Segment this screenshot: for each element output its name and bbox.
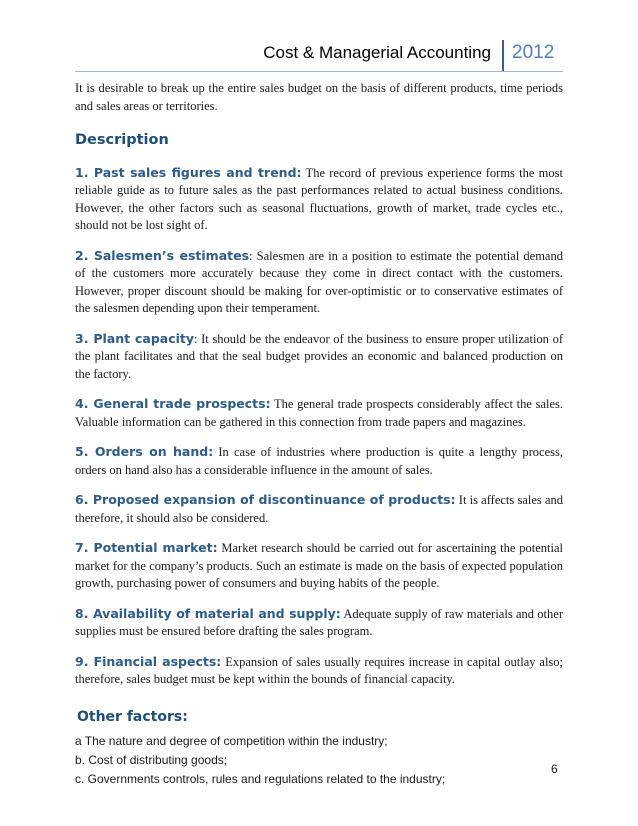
page-content	[75, 80, 563, 789]
header-title: Cost & Managerial Accounting	[263, 43, 491, 62]
item-title: 7. Potential market:	[75, 540, 218, 555]
other-factors-list	[75, 732, 563, 789]
item-title: 5. Orders on hand:	[75, 444, 214, 459]
item-title: 8. Availability of material and supply:	[75, 605, 341, 621]
description-heading: Description	[75, 132, 169, 148]
header-divider	[502, 40, 504, 72]
page-number: 6	[551, 762, 558, 776]
item-title: 3. Plant capacity	[75, 330, 195, 346]
other-factor-item: b. Cost of distributing goods;	[75, 753, 228, 767]
description-item-9	[75, 653, 563, 689]
item-title: 9. Financial aspects:	[75, 653, 222, 669]
item-text: : It should be the endeavor of the business to ensure proper utilization of the plant facilitates and that the seal budget provides an economic and balanced production on the factory.	[75, 331, 563, 381]
item-text: Adequate supply of raw materials and other supplies must be ensured before drafting the sales program.	[75, 606, 563, 638]
page-header	[0, 36, 638, 76]
description-item-1	[75, 164, 563, 235]
item-text: It is affects sales and therefore, it should also be considered.	[75, 493, 563, 525]
item-text: Market research should be carried out for ascertaining the potential market for the company’s products. Such an estimate is made on the basis of expected population growth, purchasing power of consumers and buying habits of the people.	[75, 541, 563, 590]
description-item-5	[75, 443, 563, 479]
item-text: The general trade prospects considerably affect the sales. Valuable information can be gathered in this connection from trade papers and magazines.	[75, 397, 564, 429]
description-item-2	[75, 247, 563, 318]
item-title: 6. Proposed expansion of discontinuance of products:	[75, 492, 456, 507]
other-factor-item: a The nature and degree of competition within the industry;	[75, 734, 388, 748]
other-factors-heading: Other factors:	[77, 708, 188, 725]
other-factor-item: c. Governments controls, rules and regulations related to the industry;	[75, 772, 446, 786]
item-text: In case of industries where production is quite a lengthy process, orders on hand also has a considerable influence in the amount of sales.	[75, 445, 563, 477]
item-title: 1. Past sales figures and trend:	[75, 164, 302, 180]
header-rule	[75, 71, 563, 72]
item-text: Expansion of sales usually requires increase in capital outlay also; therefore, sales budget must be kept within the bounds of financial capacity.	[75, 654, 564, 686]
item-text: : Salesmen are in a position to estimate the potential demand of the customers more accurately because they come in direct contact with the customers. However, proper discount should be making for over-optimistic or to conservative estimates of the salesmen depending upon their temperament.	[75, 248, 563, 315]
header-year: 2012	[512, 42, 555, 63]
intro-paragraph: It is desirable to break up the entire sales budget on the basis of different products, time periods and sales areas or territories.	[75, 81, 563, 113]
item-title: 2. Salesmen’s estimates	[75, 247, 250, 263]
item-text: The record of previous experience forms the most reliable guide as to future sales as the past performances related to actual business conditions. However, the other factors such as seasonal fluctuations, growth of market, trade cycles etc., should not be lost sight of.	[75, 165, 563, 232]
description-item-6	[75, 491, 563, 527]
description-item-8	[75, 605, 563, 641]
description-item-7	[75, 539, 563, 593]
description-item-4	[75, 395, 563, 431]
item-title: 4. General trade prospects:	[75, 396, 271, 411]
description-item-3	[75, 330, 563, 384]
